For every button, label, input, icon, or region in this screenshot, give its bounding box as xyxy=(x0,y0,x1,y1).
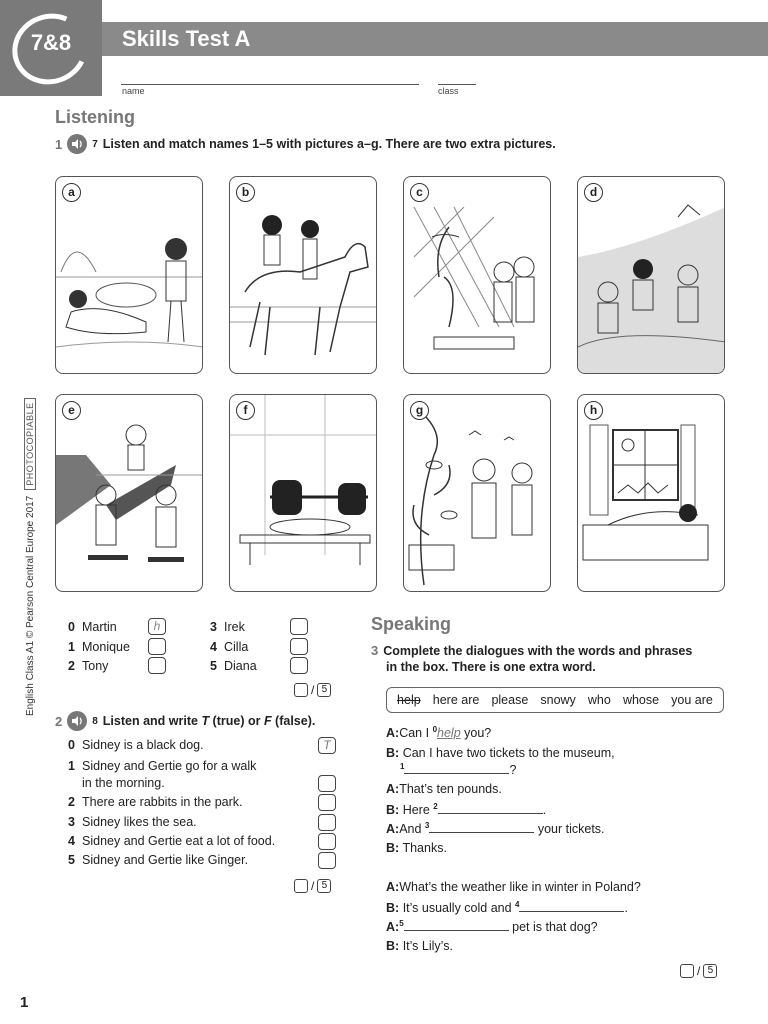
listening-heading: Listening xyxy=(55,107,135,127)
score-max: 5 xyxy=(317,879,331,893)
garden-insects-illustration xyxy=(404,395,551,592)
match-item-2: 2 Tony xyxy=(68,657,166,674)
picture-d xyxy=(577,176,725,374)
task-3-instruction xyxy=(371,643,692,658)
answer-blank[interactable] xyxy=(438,802,543,814)
picture-c xyxy=(403,176,551,374)
class-label: class xyxy=(438,86,459,96)
statement-0: 0 Sidney is a black dog. xyxy=(68,738,204,752)
match-name: Irek xyxy=(224,619,245,634)
statement-2: 2 There are rabbits in the park. xyxy=(68,795,243,809)
score-task-1: / 5 xyxy=(294,683,331,697)
picture-g xyxy=(403,394,551,592)
word-box xyxy=(386,687,724,713)
tf-answer-box[interactable]: T xyxy=(318,737,336,754)
word-item: here are xyxy=(432,693,480,707)
match-name: Diana xyxy=(224,658,257,673)
picture-e xyxy=(55,394,203,592)
tf-answer-box[interactable] xyxy=(318,852,336,869)
picture-b xyxy=(229,176,377,374)
word-item: please xyxy=(491,693,529,707)
picture-letter: f xyxy=(236,401,255,420)
statement-1-continued: in the morning. xyxy=(82,776,165,790)
running-beach-illustration xyxy=(578,177,725,374)
answer-box[interactable] xyxy=(290,657,308,674)
picture-letter: e xyxy=(62,401,81,420)
tf-answer-box[interactable] xyxy=(318,794,336,811)
answer-box[interactable] xyxy=(290,618,308,635)
picture-letter: a xyxy=(62,183,81,202)
dialogue-line: A:What’s the weather like in winter in Poland? xyxy=(386,880,641,894)
tf-answer-box[interactable] xyxy=(318,814,336,831)
track-number: 7 xyxy=(92,138,98,150)
unit-number: 7&8 xyxy=(30,30,72,55)
match-item-0: 0 Martin h xyxy=(68,618,166,635)
score-box[interactable] xyxy=(294,879,308,893)
match-name: Monique xyxy=(82,639,130,654)
answer-box[interactable]: h xyxy=(148,618,166,635)
audio-icon[interactable] xyxy=(67,711,87,731)
task-1-instruction xyxy=(55,134,556,154)
horse-riding-illustration xyxy=(230,177,377,374)
score-box[interactable] xyxy=(294,683,308,697)
task-number: 3 xyxy=(371,643,379,658)
word-item: you are xyxy=(671,693,713,707)
bedroom-reading-illustration xyxy=(578,395,725,592)
task-number: 1 xyxy=(55,136,63,152)
answer-box[interactable] xyxy=(148,657,166,674)
dialogue-line: B: It’s usually cold and $^4$ . xyxy=(386,900,628,916)
dialogue-line: B: Thanks. xyxy=(386,841,447,855)
page-title: Skills Test A xyxy=(122,26,251,51)
speaking-heading: Speaking xyxy=(371,614,452,634)
unit-badge xyxy=(0,0,102,96)
page-number: 1 xyxy=(20,994,29,1011)
picture-letter: h xyxy=(584,401,603,420)
match-name: Martin xyxy=(82,619,117,634)
children-beach-illustration xyxy=(56,177,203,374)
answer-blank[interactable] xyxy=(404,762,509,774)
score-task-3: / 5 xyxy=(680,964,717,978)
weightlifting-illustration xyxy=(230,395,377,592)
dialogue-line: B: It’s Lily’s. xyxy=(386,939,453,953)
copyright-text: English Class A1 © Pearson Central Europe 2017 xyxy=(24,495,36,716)
dialogue-line: B: Here $^2$ . xyxy=(386,802,547,818)
dialogue-line: A:Can I $^0$help you? xyxy=(386,725,492,741)
dialogue-line: $^1$ ? xyxy=(400,762,517,778)
score-max: 5 xyxy=(317,683,331,697)
answer-blank[interactable] xyxy=(429,821,534,833)
picture-letter: c xyxy=(410,183,429,202)
instruction-text: Listen and match names 1–5 with pictures a–g. There are two extra pictures. xyxy=(102,137,556,151)
score-task-2: / 5 xyxy=(294,879,331,893)
statement-3: 3 Sidney likes the sea. xyxy=(68,815,197,829)
zoo-bird-illustration xyxy=(404,177,551,374)
dialogue-line: B: Can I have two tickets to the museum, xyxy=(386,746,615,760)
tf-answer-box[interactable] xyxy=(318,833,336,850)
word-item: snowy xyxy=(540,693,576,707)
statement-1: 1 Sidney and Gertie go for a walk xyxy=(68,759,257,773)
skateboarding-illustration xyxy=(56,395,203,592)
match-name: Cilla xyxy=(224,639,249,654)
task-3-instruction-line-2: in the box. There is one extra word. xyxy=(386,660,596,674)
match-item-3: 3 Irek xyxy=(210,618,308,635)
word-item: help xyxy=(397,693,421,707)
match-item-5: 5 Diana xyxy=(210,657,308,674)
photocopiable-badge: PHOTOCOPIABLE xyxy=(24,398,36,489)
dialogue-line: A:That’s ten pounds. xyxy=(386,782,502,796)
picture-letter: b xyxy=(236,183,255,202)
instruction-text: Listen and write T (true) or F (false). xyxy=(102,714,316,728)
dialogue-line: A:And $^3$ your tickets. xyxy=(386,821,605,837)
track-number: 8 xyxy=(92,715,98,727)
task-number: 2 xyxy=(55,713,63,729)
picture-a xyxy=(55,176,203,374)
audio-icon[interactable] xyxy=(67,134,87,154)
answer-box[interactable] xyxy=(290,638,308,655)
task-2-instruction xyxy=(55,711,315,731)
name-field[interactable] xyxy=(121,84,419,85)
picture-f xyxy=(229,394,377,592)
class-field[interactable] xyxy=(438,84,476,85)
statement-5: 5 Sidney and Gertie like Ginger. xyxy=(68,853,249,867)
dialogue-line: A:$^5$ pet is that dog? xyxy=(386,919,598,935)
tf-answer-box[interactable] xyxy=(318,775,336,792)
side-copyright xyxy=(24,356,36,716)
answer-blank[interactable] xyxy=(404,919,509,931)
word-item: whose xyxy=(622,693,660,707)
title-bar xyxy=(102,22,768,56)
match-name: Tony xyxy=(82,658,109,673)
statement-4: 4 Sidney and Gertie eat a lot of food. xyxy=(68,834,276,848)
picture-h xyxy=(577,394,725,592)
name-label: name xyxy=(122,86,145,96)
match-item-4: 4 Cilla xyxy=(210,638,308,655)
word-item: who xyxy=(587,693,611,707)
answer-box[interactable] xyxy=(148,638,166,655)
example-answer: help xyxy=(437,726,461,741)
match-item-1: 1 Monique xyxy=(68,638,166,655)
score-box[interactable] xyxy=(680,964,694,978)
picture-letter: d xyxy=(584,183,603,202)
instruction-line-1: Complete the dialogues with the words and phrases xyxy=(383,643,693,658)
answer-blank[interactable] xyxy=(519,900,624,912)
picture-letter: g xyxy=(410,401,429,420)
score-max: 5 xyxy=(703,964,717,978)
